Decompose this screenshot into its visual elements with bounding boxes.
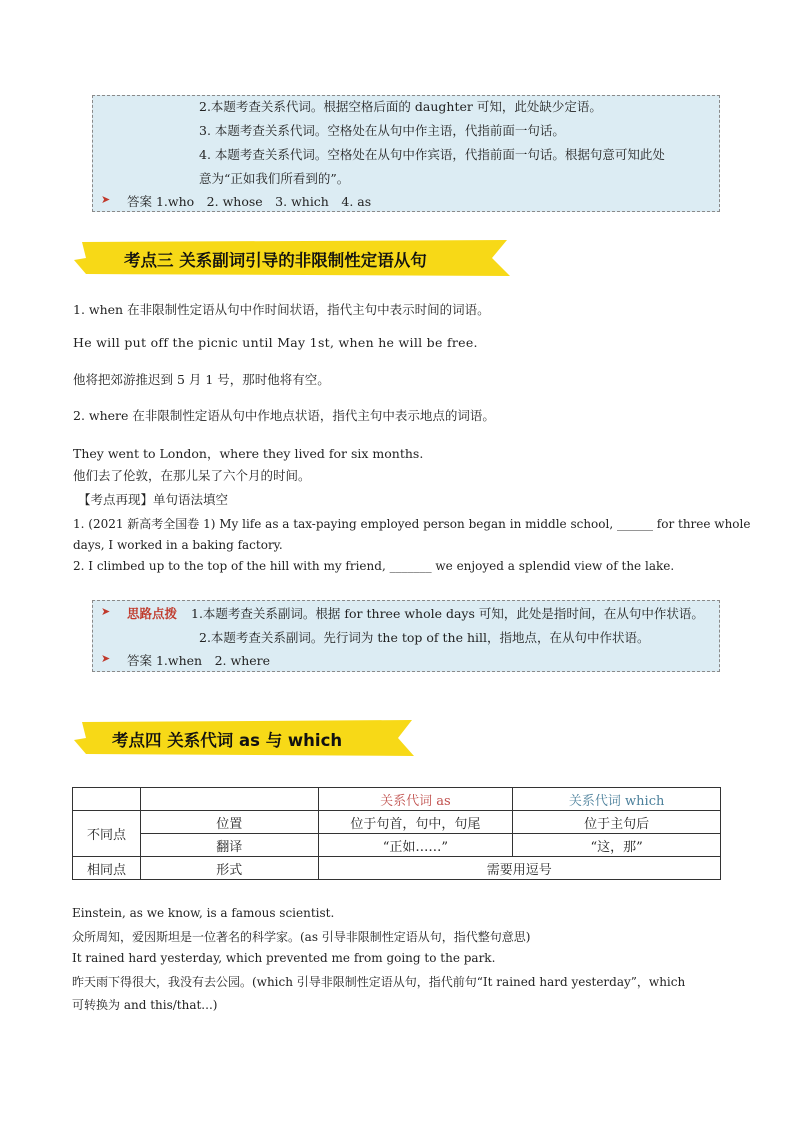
table-cell [73, 788, 141, 811]
example-as-en: Einstein, as we know, is a famous scientist. [72, 906, 335, 920]
table-row [73, 811, 721, 834]
same-label: 相同点 [73, 857, 141, 880]
section3-banner [72, 238, 512, 278]
diff-label: 不同点 [73, 811, 141, 857]
table-cell: 位置 [140, 811, 318, 834]
example-where-zh: 他们去了伦敦，在那儿呆了六个月的时间。 [73, 468, 311, 483]
para-where: 2. where 在非限制性定语从句中作地点状语，指代主句中表示地点的词语。 [73, 408, 495, 423]
box1-line-5: 意为“正如我们所看到的”。 [199, 171, 350, 186]
table-cell: “这，那” [513, 834, 721, 857]
section4-banner [72, 718, 416, 758]
question-2: 2. I climbed up to the top of the hill with my friend, _______ we enjoyed a splendid view of the lake. [73, 559, 675, 573]
practice-heading: 【考点再现】单句语法填空 [78, 492, 229, 507]
para-when: 1. when 在非限制性定语从句中作时间状语，指代主句中表示时间的词语。 [73, 302, 490, 317]
table-row [73, 788, 721, 811]
arrow-icon: ➤ [101, 652, 111, 665]
question-1b: days, I worked in a baking factory. [73, 538, 283, 552]
answer-box-2 [92, 600, 720, 672]
comparison-table [72, 787, 721, 880]
box1-line-4: 4. 本题考查关系代词。空格处在从句中作宾语，代指前面一句话。根据句意可知此处 [199, 147, 665, 162]
table-row [73, 834, 721, 857]
box2-answer: 答案 1.when 2. where [127, 653, 271, 668]
table-cell: “正如……” [318, 834, 513, 857]
table-cell: 需要用逗号 [318, 857, 720, 880]
table-cell: 翻译 [140, 834, 318, 857]
example-when-zh: 他将把郊游推迟到 5 月 1 号，那时他将有空。 [73, 372, 330, 387]
example-where-en: They went to London，where they lived for six months. [73, 446, 424, 461]
table-cell [140, 788, 318, 811]
question-1a: 1. (2021 新高考全国卷 1) My life as a tax-paying employed person began in middle school, ______ for three whole [73, 517, 751, 531]
example-when-en: He will put off the picnic until May 1st, when he will be free. [73, 335, 478, 350]
example-as-zh: 众所周知，爱因斯坦是一位著名的科学家。(as 引导非限制性定语从句，指代整句意思) [72, 930, 531, 944]
answer-box-1 [92, 95, 720, 212]
box2-line-2: 2.本题考查关系副词。先行词为 the top of the hill，指地点，在从句中作状语。 [199, 630, 650, 645]
section3-title: 考点三 关系副词引导的非限制性定语从句 [124, 251, 427, 270]
table-cell: 形式 [140, 857, 318, 880]
box1-line-2: 2.本题考查关系代词。根据空格后面的 daughter 可知，此处缺少定语。 [199, 99, 602, 114]
header-which: 关系代词 which [513, 788, 721, 811]
table-cell: 位于句首，句中，句尾 [318, 811, 513, 834]
box1-answer: 答案 1.who 2. whose 3. which 4. as [127, 194, 372, 209]
table-row [73, 857, 721, 880]
example-which-zh: 昨天雨下得很大，我没有去公园。(which 引导非限制性定语从句，指代前句“It rained hard yesterday”，which [72, 975, 686, 989]
table-cell: 位于主句后 [513, 811, 721, 834]
box1-line-3: 3. 本题考查关系代词。空格处在从句中作主语，代指前面一句话。 [199, 123, 565, 138]
example-which-note: 可转换为 and this/that...) [72, 998, 218, 1012]
example-which-en: It rained hard yesterday, which prevented me from going to the park. [72, 951, 496, 965]
arrow-icon: ➤ [101, 605, 111, 618]
hint-label: 思路点拨 [127, 606, 178, 621]
arrow-icon: ➤ [101, 193, 111, 206]
box2-line-1: 1.本题考查关系副词。根据 for three whole days 可知，此处是指时间，在从句中作状语。 [191, 606, 704, 621]
section4-title: 考点四 关系代词 as 与 which [112, 731, 343, 750]
header-as: 关系代词 as [318, 788, 513, 811]
